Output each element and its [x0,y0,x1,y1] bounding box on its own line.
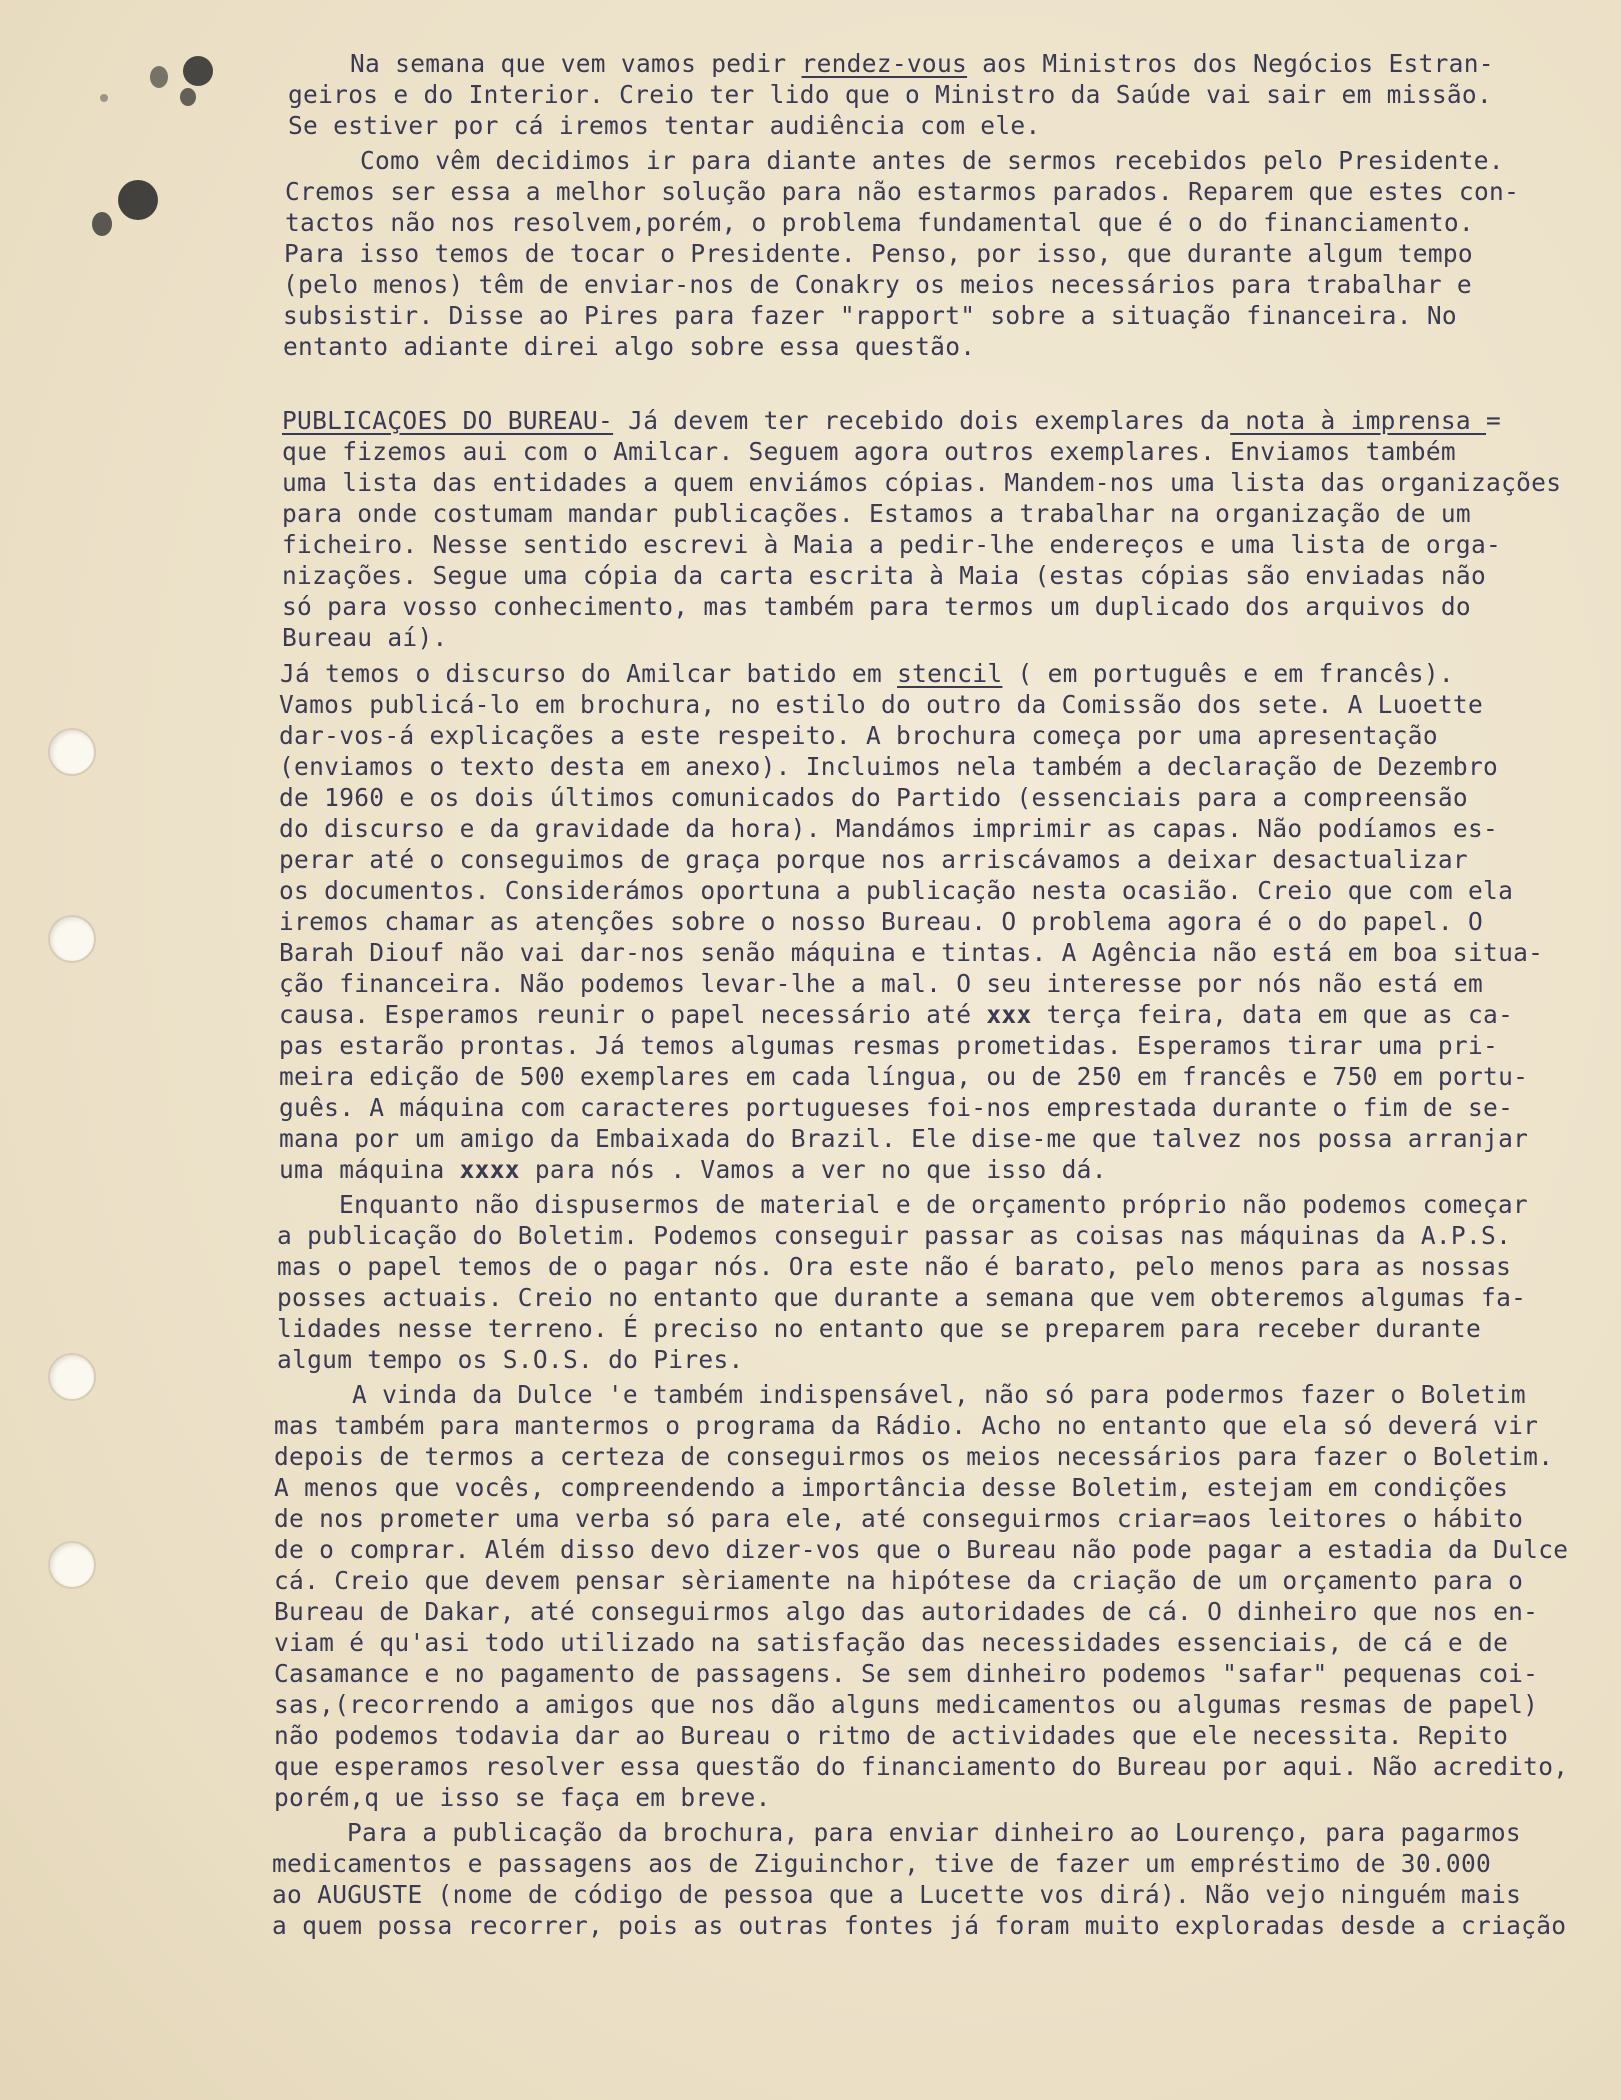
text-line [279,1154,1107,1185]
text-line [279,1061,1528,1092]
text-run: Vamos publicá-lo em brochura, no estilo do outro da Comissão dos sete. A Luoette [279,690,1484,719]
text-line [274,1627,1508,1658]
text-line [272,1910,1566,1941]
text-run: Já temos o discurso do Amilcar batido em [280,659,898,688]
text-line [279,1030,1498,1061]
text-run: sas,(recorrendo a amigos que nos dão alguns medicamentos ou algumas resmas de papel) [274,1690,1539,1719]
text-line [339,1189,1528,1220]
text-line [279,968,1483,999]
text-run: ção financeira. Não podemos levar-lhe a mal. O seu interesse por nós não está em [279,969,1484,998]
text-run: mas também para mantermos o programa da Rádio. Acho no entanto que ela só deverá vir [274,1411,1539,1440]
underlined-text: nota à imprensa [1230,406,1487,435]
struck-out-text: xxx [986,1000,1032,1029]
text-run: nizações. Segue uma cópia da carta escrita à Maia (estas cópias são enviadas não [282,561,1487,590]
ink-stain [150,66,168,88]
text-line [282,622,448,653]
text-line [274,1534,1568,1565]
text-run: meira edição de 500 exemplares em cada língua, ou de 250 em francês e 750 em portu- [279,1062,1529,1091]
text-line [274,1503,1523,1534]
text-run: entanto adiante direi algo sobre essa questão. [283,332,976,361]
text-line [279,875,1513,906]
text-line [279,782,1468,813]
text-run: Para a publicação da brochura, para enviar dinheiro ao Lourenço, para pagarmos [347,1818,1521,1847]
text-line [274,1410,1538,1441]
text-run: a publicação do Boletim. Podemos conseguir passar as coisas nas máquinas da A.P.S. [277,1221,1512,1250]
text-line [282,560,1486,591]
text-line [277,1220,1511,1251]
text-run: mana por um amigo da Embaixada do Brazil. Ele dise-me que talvez nos possa arranjar [279,1124,1529,1153]
text-line [279,813,1498,844]
text-run: A vinda da Dulce 'e também indispensável, não só para podermos fazer o Boletim [352,1380,1526,1409]
text-run: pas estarão prontas. Já temos algumas resmas prometidas. Esperamos tirar uma pri- [279,1031,1499,1060]
text-line [277,1282,1526,1313]
text-line [274,1720,1508,1751]
text-run: uma máquina [279,1155,460,1184]
text-run: só para vosso conhecimento, mas também para termos um duplicado dos arquivos do [282,592,1471,621]
text-run: subsistir. Disse ao Pires para fazer "rapport" sobre a situação financeira. No [283,301,1457,330]
text-run: ficheiro. Nesse sentido escrevi à Maia a pedir-lhe endereços e uma lista de orga- [282,530,1502,559]
text-run: lidades nesse terreno. É preciso no entanto que se preparem para receber durante [277,1314,1482,1343]
text-run: ( em português e em francês). [1002,659,1454,688]
text-run: a quem possa recorrer, pois as outras fontes já foram muito exploradas desde a criação [272,1911,1567,1940]
text-run: viam é qu'asi todo utilizado na satisfação das necessidades essenciais, de cá e de [274,1628,1509,1657]
text-run: Para isso temos de tocar o Presidente. Penso, por isso, que durante algum tempo [284,239,1473,268]
underlined-text: PUBLICAÇOES DO BUREAU- [282,406,614,435]
text-line [274,1596,1538,1627]
text-line [360,145,1504,176]
ink-stain [183,56,213,86]
text-run: que fizemos aui com o Amilcar. Seguem agora outros exemplares. Enviamos também [282,437,1456,466]
text-run: porém,q ue isso se faça em breve. [274,1783,771,1812]
binder-hole [48,728,96,776]
text-run: A menos que vocês, compreendendo a importância desse Boletim, estejam em condições [274,1473,1509,1502]
text-run: Bureau aí). [282,623,448,652]
text-line [282,436,1456,467]
text-line [279,906,1483,937]
text-line [279,1092,1513,1123]
text-run: Como vêm decidimos ir para diante antes de sermos recebidos pelo Presidente. [360,146,1504,175]
text-line [347,1817,1521,1848]
text-line [277,1313,1481,1344]
text-line [279,999,1513,1030]
underlined-text: stencil [897,659,1003,688]
text-run: Cremos ser essa a melhor solução para não estarmos parados. Reparem que estes con- [285,177,1520,206]
struck-out-text: xxxx [459,1155,520,1184]
ink-stain [118,180,158,220]
text-line [274,1782,771,1813]
text-run: perar até o conseguimos de graça porque nos arriscávamos a deixar desactualizar [279,845,1468,874]
text-line [279,1123,1528,1154]
text-line [282,498,1471,529]
text-run: causa. Esperamos reunir o papel necessário até [279,1000,987,1029]
text-line [282,405,1501,436]
text-line [272,1848,1491,1879]
text-run: (enviamos o texto desta em anexo). Incluimos nela também a declaração de Dezembro [279,752,1499,781]
text-run: depois de termos a certeza de conseguirmos os meios necessários para fazer o Boletim. [274,1442,1554,1471]
text-line [285,176,1519,207]
text-run: algum tempo os S.O.S. do Pires. [277,1345,744,1374]
ink-stain [92,212,112,236]
text-run: Enquanto não dispusermos de material e de orçamento próprio não podemos começar [339,1190,1528,1219]
ink-stain [180,88,196,106]
text-line [283,269,1472,300]
text-run: (pelo menos) têm de enviar-nos de Conakry os meios necessários para trabalhar e [283,270,1472,299]
text-line [274,1658,1538,1689]
text-run: = [1486,406,1502,435]
text-run: de nos prometer uma verba só para ele, até conseguirmos criar=aos leitores o hábito [274,1504,1524,1533]
text-run: guês. A máquina com caracteres portugueses foi-nos emprestada durante o fim de se- [279,1093,1514,1122]
ink-stain [100,94,108,102]
text-run: não podemos todavia dar ao Bureau o ritmo de actividades que ele necessita. Repito [274,1721,1509,1750]
text-line [283,331,975,362]
text-line [274,1472,1508,1503]
text-line [284,238,1473,269]
text-line [279,751,1498,782]
text-line [282,529,1501,560]
text-line [282,591,1471,622]
text-run: aos Ministros dos Negócios Estran- [967,49,1494,78]
underlined-text: rendez-vous [801,49,968,78]
text-run: para onde costumam mandar publicações. Estamos a trabalhar na organização de um [282,499,1471,528]
text-line [288,79,1492,110]
text-run: Na semana que vem vamos pedir [350,49,802,78]
text-line [288,110,1041,141]
text-line [283,300,1457,331]
text-line [352,1379,1526,1410]
text-run: geiros e do Interior. Creio ter lido que o Ministro da Saúde vai sair em missão. [288,80,1493,109]
text-run: dar-vos-á explicações a este respeito. A brochura começa por uma apresentação [279,721,1438,750]
text-run: uma lista das entidades a quem enviámos cópias. Mandem-nos uma lista das organizações [282,468,1562,497]
text-line [279,689,1483,720]
text-run: posses actuais. Creio no entanto que durante a semana que vem obteremos algumas fa- [277,1283,1527,1312]
text-line [279,720,1438,751]
text-line [274,1565,1523,1596]
text-line [285,207,1474,238]
text-line [279,937,1543,968]
text-run: ao AUGUSTE (nome de código de pessoa que a Lucette vos dirá). Não vejo ninguém mais [272,1880,1522,1909]
text-line [279,844,1468,875]
text-run: Barah Diouf não vai dar-nos senão máquina e tintas. A Agência não está em boa situa- [279,938,1544,967]
text-run: Se estiver por cá iremos tentar audiência com ele. [288,111,1041,140]
text-line [272,1879,1521,1910]
binder-hole [48,1541,96,1589]
text-run: que esperamos resolver essa questão do financiamento do Bureau por aqui. Não acredito, [274,1752,1569,1781]
text-run: do discurso e da gravidade da hora). Mandámos imprimir as capas. Não podíamos es- [279,814,1499,843]
text-line [274,1751,1568,1782]
text-run: Bureau de Dakar, até conseguirmos algo das autoridades de cá. O dinheiro que nos en- [274,1597,1539,1626]
text-run: Casamance e no pagamento de passagens. Se sem dinheiro podemos "safar" pequenas coi- [274,1659,1539,1688]
text-line [277,1344,744,1375]
text-run: iremos chamar as atenções sobre o nosso Bureau. O problema agora é o do papel. O [279,907,1484,936]
text-run: Já devem ter recebido dois exemplares da [613,406,1231,435]
text-run: tactos não nos resolvem,porém, o problema fundamental que é o do financiamento. [285,208,1474,237]
text-run: os documentos. Considerámos oportuna a publicação nesta ocasião. Creio que com ela [279,876,1514,905]
text-run: de 1960 e os dois últimos comunicados do Partido (essenciais para a compreensão [279,783,1468,812]
text-line [280,658,1454,689]
text-line [274,1441,1553,1472]
text-line [350,48,1494,79]
text-run: de o comprar. Além disso devo dizer-vos que o Bureau não pode pagar a estadia da Dulce [274,1535,1569,1564]
text-run: para nós . Vamos a ver no que isso dá. [519,1155,1107,1184]
text-line [274,1689,1538,1720]
text-run: medicamentos e passagens aos de Ziguinchor, tive de fazer um empréstimo de 30.000 [272,1849,1492,1878]
text-run: mas o papel temos de o pagar nós. Ora este não é barato, pelo menos para as nossas [277,1252,1512,1281]
text-run: terça feira, data em que as ca- [1031,1000,1514,1029]
text-line [282,467,1561,498]
text-line [277,1251,1511,1282]
binder-hole [48,1353,96,1401]
text-run: cá. Creio que devem pensar sèriamente na hipótese da criação de um orçamento para o [274,1566,1524,1595]
binder-hole [48,915,96,963]
